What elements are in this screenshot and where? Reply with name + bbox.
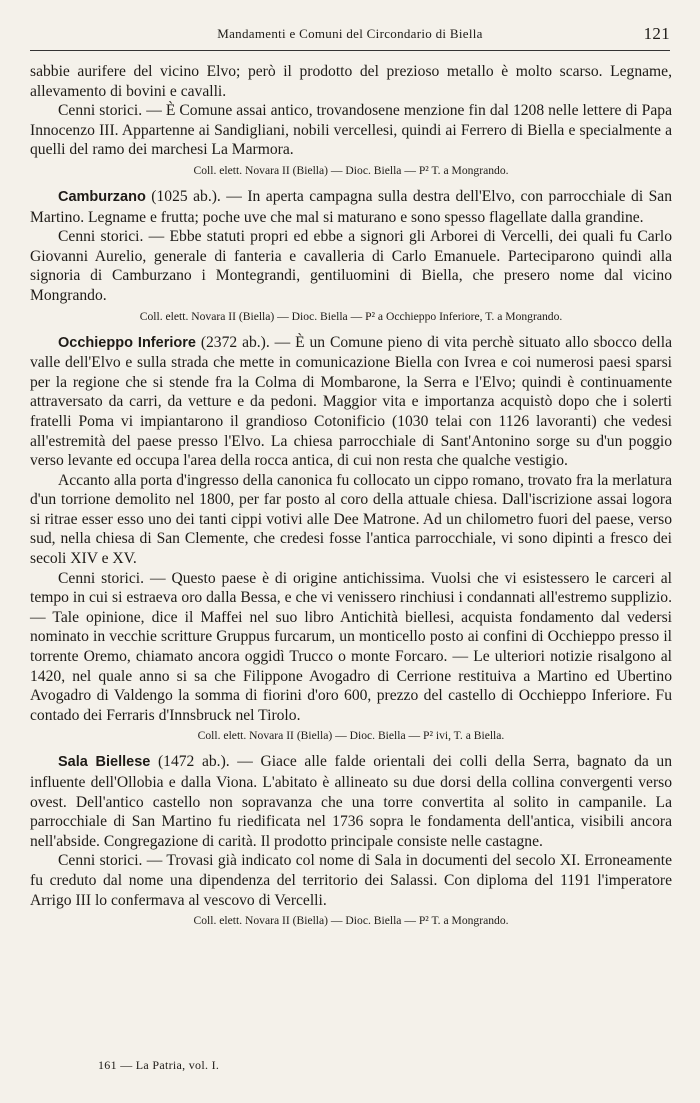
header-rule xyxy=(30,50,670,51)
page-number: 121 xyxy=(643,24,670,43)
entry-occhieppo-inferiore xyxy=(30,333,672,745)
paragraph-cenni-storici: Cenni storici. — Questo paese è di origine antichissima. Vuolsi che vi esistessero le carceri al tempo in cui si estraeva oro dalla Bessa, e che vi venissero rinchiusi i condannati all'estremo supplizio. — Tale opinione, dice il Maffei nel suo libro Antichità biellesi, acquista fondamento dal vedersi nominato in vecchie scritture Gruppus furcarum, un monticello posto ai confini di Occhieppo presso il torrente Oremo, chiamato ancora oggidì Trucco o monte Forcaro. — Le ulteriori notizie risalgono al 1420, nel quale anno si sa che Filippone Avogadro di Cerrione restituiva a Martino ed Ubertino Avogadro di Valdengo la somma di fiorini d'oro 600, prezzo del castello di Occhieppo Inferiore. Fu contado dei Ferraris d'Innsbruck nel Tirolo. xyxy=(30,569,672,724)
paragraph-cenni-storici: Cenni storici. — Ebbe statuti propri ed ebbe a signori gli Arborei di Vercelli, dei quali fu Carlo Giovanni Aurelio, generale di fanteria e cavalleria di Carlo Emanuele. Parteciparono quindi alla signoria di Camburzano i Montegrandi, gentiluomini di Biella, che presero nome dal vicino Mongrando. xyxy=(30,228,672,304)
paragraph-cenni-storici: Cenni storici. — È Comune assai antico, trovandosene menzione fin dal 1208 nelle lettere di Papa Innocenzo III. Appartenne ai Sandigliani, nobili vercellesi, quindi ai Ferrero di Biella e specialmente a quelli del ramo dei marchesi La Marmora. xyxy=(30,102,672,159)
paragraph: Accanto alla porta d'ingresso della canonica fu collocato un cippo romano, trovato fra la merlatura d'un torrione demolito nel 1800, per far posto al coro della attuale chiesa. Dall'iscrizione assai logora si ritrae esser esso uno dei tanti cippi votivi alle Dee Matrone. Ad un chilometro fuori del paese, verso sud, nella chiesa di San Clemente, che credesi fosse l'antica parrocchiale, vi sono dipinti a fresco dei secoli XIV e XV. xyxy=(30,471,672,568)
entry-camburzano xyxy=(30,187,672,325)
admin-note: Coll. elett. Novara II (Biella) — Dioc. Biella — P² ivi, T. a Biella. xyxy=(197,729,505,743)
paragraph: sabbie aurifere del vicino Elvo; però il prodotto del prezioso metallo è molto scarso. Legname, allevamento di bovini e cavalli. xyxy=(30,63,672,100)
entry-continuation xyxy=(30,62,672,179)
entry-heading: Occhieppo Inferiore xyxy=(58,334,196,351)
admin-note: Coll. elett. Novara II (Biella) — Dioc. Biella — P² T. a Mongrando. xyxy=(193,914,509,928)
page-body xyxy=(30,62,672,929)
entry-heading: Sala Biellese xyxy=(58,754,151,771)
signature-line: 161 — La Patria, vol. I. xyxy=(98,1058,220,1072)
entry-heading: Camburzano xyxy=(58,188,146,205)
paragraph-text: (1025 ab.). — In aperta campagna sulla destra dell'Elvo, con parrocchiale di San Martino. Legname e frutta; poche uve che mal si maturano e sono spesso flagellate dalla grandine. xyxy=(30,187,672,226)
admin-note: Coll. elett. Novara II (Biella) — Dioc. Biella — P² T. a Mongrando. xyxy=(193,163,509,177)
admin-note: Coll. elett. Novara II (Biella) — Dioc. Biella — P² a Occhieppo Inferiore, T. a Mongrando. xyxy=(139,309,563,323)
header-title: Mandamenti e Comuni del Circondario di Biella xyxy=(217,26,483,41)
paragraph-text: (1472 ab.). — Giace alle falde orientali dei colli della Serra, bagnato da un influente dell'Ollobia e dalla Viona. L'abitato è allineato su due dorsi della collina convergenti verso ovest. Dell'antico castello non sopravanza che una torre convertita al solito in campanile. La parrocchiale di San Martino fu riedificata nel 1736 sopra le fondamenta dell'antica, visibili ancora nell'abside. Congregazione di carità. Il prodotto principale consiste nelle castagne. xyxy=(30,753,672,850)
paragraph-cenni-storici: Cenni storici. — Trovasi già indicato col nome di Sala in documenti del secolo XI. Erroneamente fu creduto dal nome una dipendenza del territorio dei Salassi. Con diploma del 1191 l'imperatore Arrigo III lo confermava al vescovo di Vercelli. xyxy=(30,852,672,909)
running-header xyxy=(30,24,670,46)
paragraph-text: (2372 ab.). — È un Comune pieno di vita perchè situato allo sbocco della valle dell'Elvo e sulla strada che mette in comunicazione Biella con Ivrea e coi numerosi paesi sparsi per la regione che si stende fra la Colma di Mombarone, la Serra e l'Elvo; quindi è continuamente attraversato da carri, da vetture e da pedoni. Maggior vita e importanza acquistò dopo che i solerti fratelli Poma vi impiantarono il grandioso Cotonificio (1030 telai con 1126 lavoranti) che vedesi all'estremità del paese presso l'Elvo. La chiesa parrocchiale di Sant'Antonino sorge su d'un poggio verso levante ed occupa l'area della rocca antica, di cui non resta che qualche vestigio. xyxy=(30,333,672,470)
entry-sala-biellese xyxy=(30,752,672,929)
